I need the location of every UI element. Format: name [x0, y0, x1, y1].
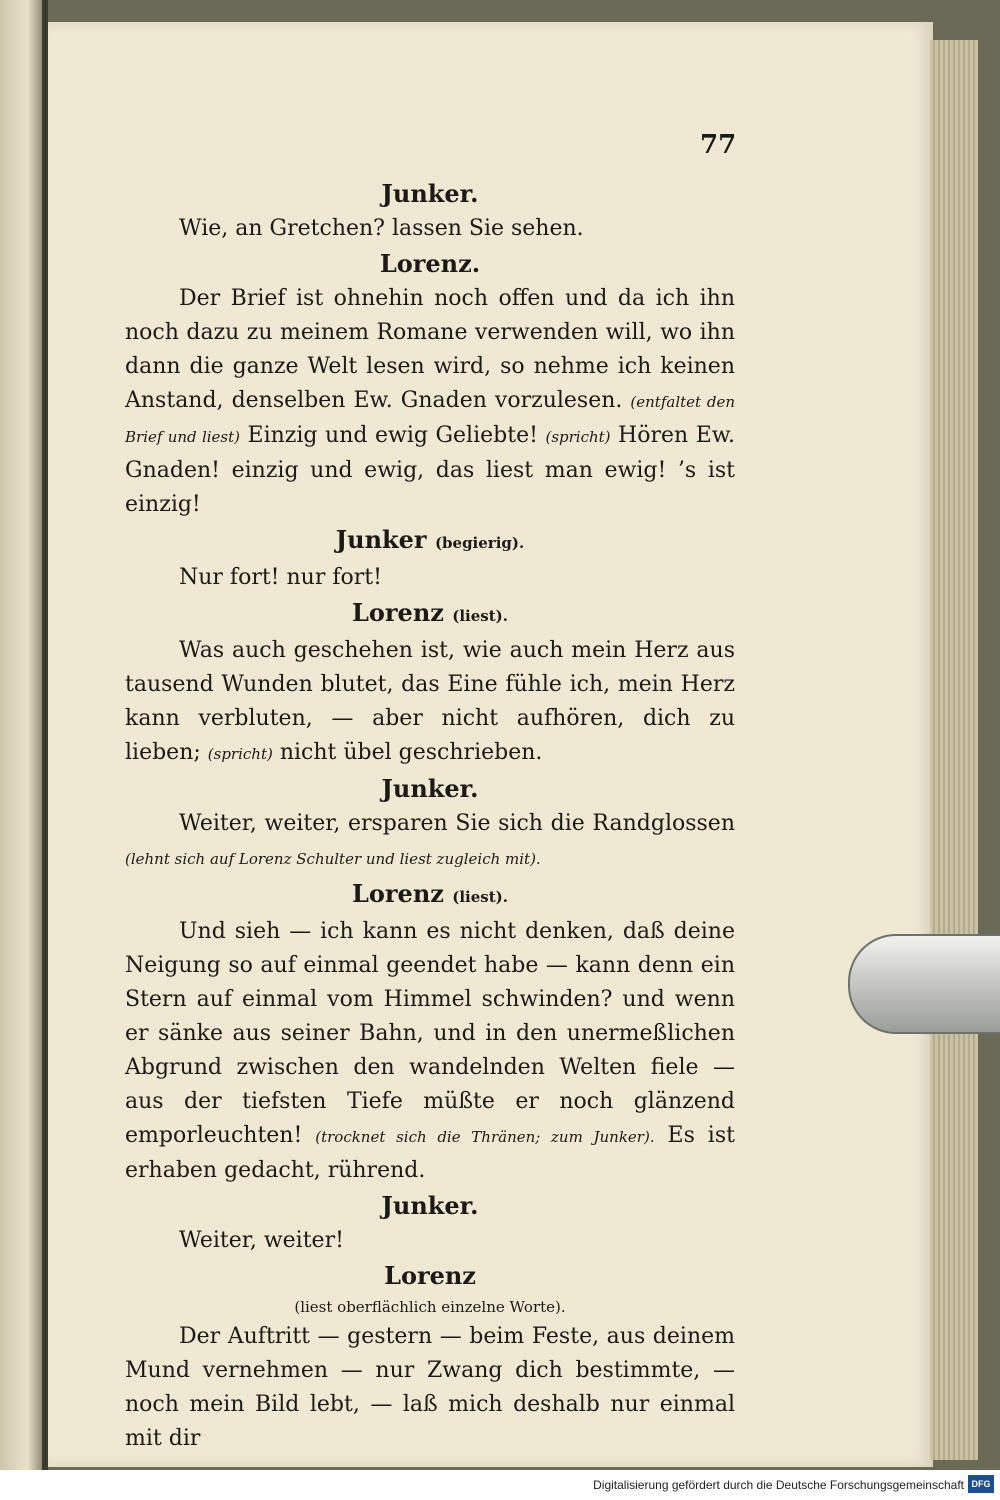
stage-direction: (entfaltet den Brief und liest) — [125, 393, 735, 446]
dialogue-paragraph — [125, 807, 735, 876]
dialogue-paragraph — [125, 634, 735, 771]
dialogue-paragraph: Wie, an Gretchen? lassen Sie sehen. — [179, 216, 584, 241]
speaker-name: Lorenz — [384, 1261, 476, 1290]
speaker-name: Lorenz — [352, 598, 444, 627]
footer-bar — [0, 1470, 1000, 1500]
stage-direction: (liest). — [452, 888, 508, 906]
speaker-name: Lorenz — [352, 879, 444, 908]
dialogue-paragraph: Weiter, weiter! — [179, 1228, 344, 1253]
dialogue-text: Und sieh — ich kann es nicht denken, daß deine Neigung so auf einmal geendet habe — kann denn ein Stern auf einmal vom Himmel schwinden? und wenn er sänke aus seiner Bahn, und in den unermeßlichen Abgrund zwischen den wandelnden Welten fiele — aus der tiefsten Tiefe müßte er noch glänzend emporleuchten! — [125, 919, 735, 1148]
speaker-name: Junker. — [381, 774, 479, 803]
page-stack-edge — [930, 40, 978, 1460]
dialogue-paragraph — [125, 915, 735, 1188]
dialogue-text: Was auch geschehen ist, wie auch mein Herz aus tausend Wunden blutet, das Eine fühle ich, mein Herz kann verbluten, — aber nicht aufhören, dich zu lieben; — [125, 638, 735, 765]
page-number: 77 — [700, 130, 737, 160]
speaker-name: Junker — [335, 525, 427, 554]
speaker-name: Junker. — [381, 179, 479, 208]
speaker-heading — [125, 1188, 735, 1224]
stage-direction: (spricht) — [545, 428, 611, 446]
speaker-heading — [125, 522, 735, 561]
dialogue-text: Hören Ew. Gnaden! einzig und ewig, das liest man ewig! ’s ist einzig! — [125, 423, 735, 517]
dialogue-text: nicht übel geschrieben. — [272, 740, 543, 765]
footer-credit: Digitalisierung gefördert durch die Deutsche Forschungsgemeinschaft — [593, 1478, 964, 1492]
dialogue-paragraph: Nur fort! nur fort! — [179, 565, 382, 590]
dialogue-text: Der Brief ist ohnehin noch offen und da ich ihn noch dazu zu meinem Romane verwenden will, wo ihn dann die ganze Welt lesen wird, so nehme ich keinen Anstand, denselben Ew. Gnaden vorzulesen. — [125, 286, 735, 413]
page-text — [125, 176, 735, 1456]
dfg-logo-icon: DFG — [968, 1475, 994, 1493]
left-page-edge — [0, 0, 46, 1470]
speaker-name: Lorenz. — [379, 249, 481, 278]
dialogue-text: Es ist erhaben gedacht, rührend. — [125, 1123, 735, 1183]
speaker-heading — [125, 176, 735, 212]
stage-direction: (spricht) — [207, 745, 273, 763]
stage-direction: (trocknet sich die Thränen; zum Junker). — [315, 1128, 655, 1146]
page-clip-holder — [848, 934, 1000, 1034]
speaker-heading — [125, 876, 735, 915]
speaker-name: Junker. — [381, 1191, 479, 1220]
stage-direction: (begierig). — [434, 534, 525, 552]
dialogue-text: Weiter, weiter, ersparen Sie sich die Randglossen — [179, 811, 735, 836]
speaker-heading — [125, 771, 735, 807]
dialogue-paragraph — [125, 282, 735, 522]
stage-direction: (lehnt sich auf Lorenz Schulter und liest zugleich mit). — [125, 850, 541, 868]
dialogue-paragraph: Der Auftritt — gestern — beim Feste, aus deinem Mund vernehmen — nur Zwang dich bestimmte, — noch mein Bild lebt, — laß mich deshalb nur einmal mit dir — [125, 1324, 735, 1451]
stage-direction: (liest oberflächlich einzelne Worte). — [294, 1298, 566, 1316]
dialogue-text: Einzig und ewig Geliebte! — [240, 423, 546, 448]
speaker-heading — [125, 595, 735, 634]
speaker-heading — [125, 246, 735, 282]
speaker-heading — [125, 1258, 735, 1294]
stage-direction: (liest). — [452, 607, 508, 625]
